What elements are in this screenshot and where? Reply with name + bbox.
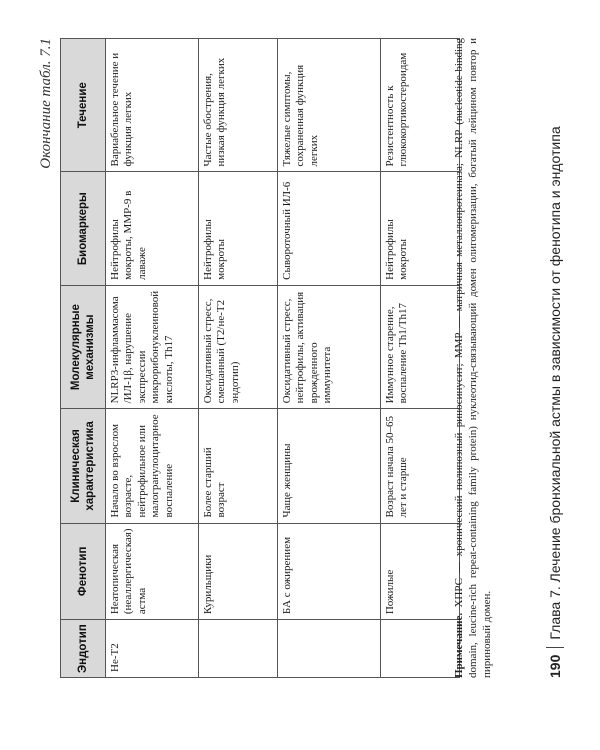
cell-molecular: Оксидативный стресс, смешанный (Т2/не-Т2 эндотип) (199, 285, 278, 409)
cell-clinical: Начало во взрослом возрасте, нейтрофильное или малогранулоцитарное воспаление (106, 409, 199, 523)
cell-endotype (381, 620, 460, 678)
cell-endotype: Не-Т2 (106, 620, 199, 678)
header-molecular: Молекулярные механизмы (61, 285, 106, 409)
cell-phenotype: Пожилые (381, 523, 460, 620)
cell-phenotype: Неатопическая (неаллергическая) астма (106, 523, 199, 620)
header-clinical: Клиническая характеристика (61, 409, 106, 523)
page-footer (546, 38, 564, 678)
page-number: 190 (547, 654, 563, 678)
cell-clinical: Возраст начала 50–65 лет и старше (381, 409, 460, 523)
cell-course: Тяжелые симптомы, сохраненная функция легких (278, 39, 381, 172)
cell-molecular: Оксидативный стресс, нейтрофилы, активация врожденного иммунитета (278, 285, 381, 409)
cell-endotype (199, 620, 278, 678)
cell-phenotype: БА с ожирением (278, 523, 381, 620)
cell-clinical: Более старший возраст (199, 409, 278, 523)
cell-molecular: Иммунное старение, воспаление Th1/Th17 (381, 285, 460, 409)
footer-divider (546, 647, 564, 648)
cell-biomarkers: Нейтрофилы мокроты (381, 172, 460, 285)
table-row (199, 39, 278, 678)
header-course: Течение (61, 39, 106, 172)
table-header-row (61, 39, 106, 678)
header-biomarkers: Биомаркеры (61, 172, 106, 285)
cell-clinical: Чаще женщины (278, 409, 381, 523)
table-row (106, 39, 199, 678)
cell-biomarkers: Сывороточный ИЛ-6 (278, 172, 381, 285)
cell-course: Частые обострения, низкая функция легких (199, 39, 278, 172)
note-label: Примечание. (453, 612, 465, 678)
header-endotype: Эндотип (61, 620, 106, 678)
cell-course: Резистентность к глюкокортикостероидам (381, 39, 460, 172)
table-caption: Окончание табл. 7.1 (38, 38, 54, 169)
table-row (381, 39, 460, 678)
cell-biomarkers: Нейтрофилы мокроты, ММР-9 в лаваже (106, 172, 199, 285)
cell-endotype (278, 620, 381, 678)
cell-phenotype: Курильщики (199, 523, 278, 620)
chapter-title: Глава 7. Лечение бронхиальной астмы в зависимости от фенотипа и эндотипа (547, 126, 563, 640)
note-text: ХПРС — хронический полипозный риносинусит; MMP — матричная металлопротеиназа; NLRP (nucleotide-binding domain, leucine-rich repeat-containing family protein) нуклеотид-связывающий домен олигомеризации, богатый лейцином повтор и пириновый домен. (453, 38, 494, 678)
phenotype-table (60, 38, 460, 678)
cell-biomarkers: Нейтрофилы мокроты (199, 172, 278, 285)
header-phenotype: Фенотип (61, 523, 106, 620)
cell-molecular: NLRP3-инфламмасома /ИЛ-1β, нарушение экспрессии микрорибонуклеиновой кислоты, Th17 (106, 285, 199, 409)
table-row (278, 39, 381, 678)
cell-course: Вариабельное течение и функция легких (106, 39, 199, 172)
table-note (452, 38, 494, 678)
